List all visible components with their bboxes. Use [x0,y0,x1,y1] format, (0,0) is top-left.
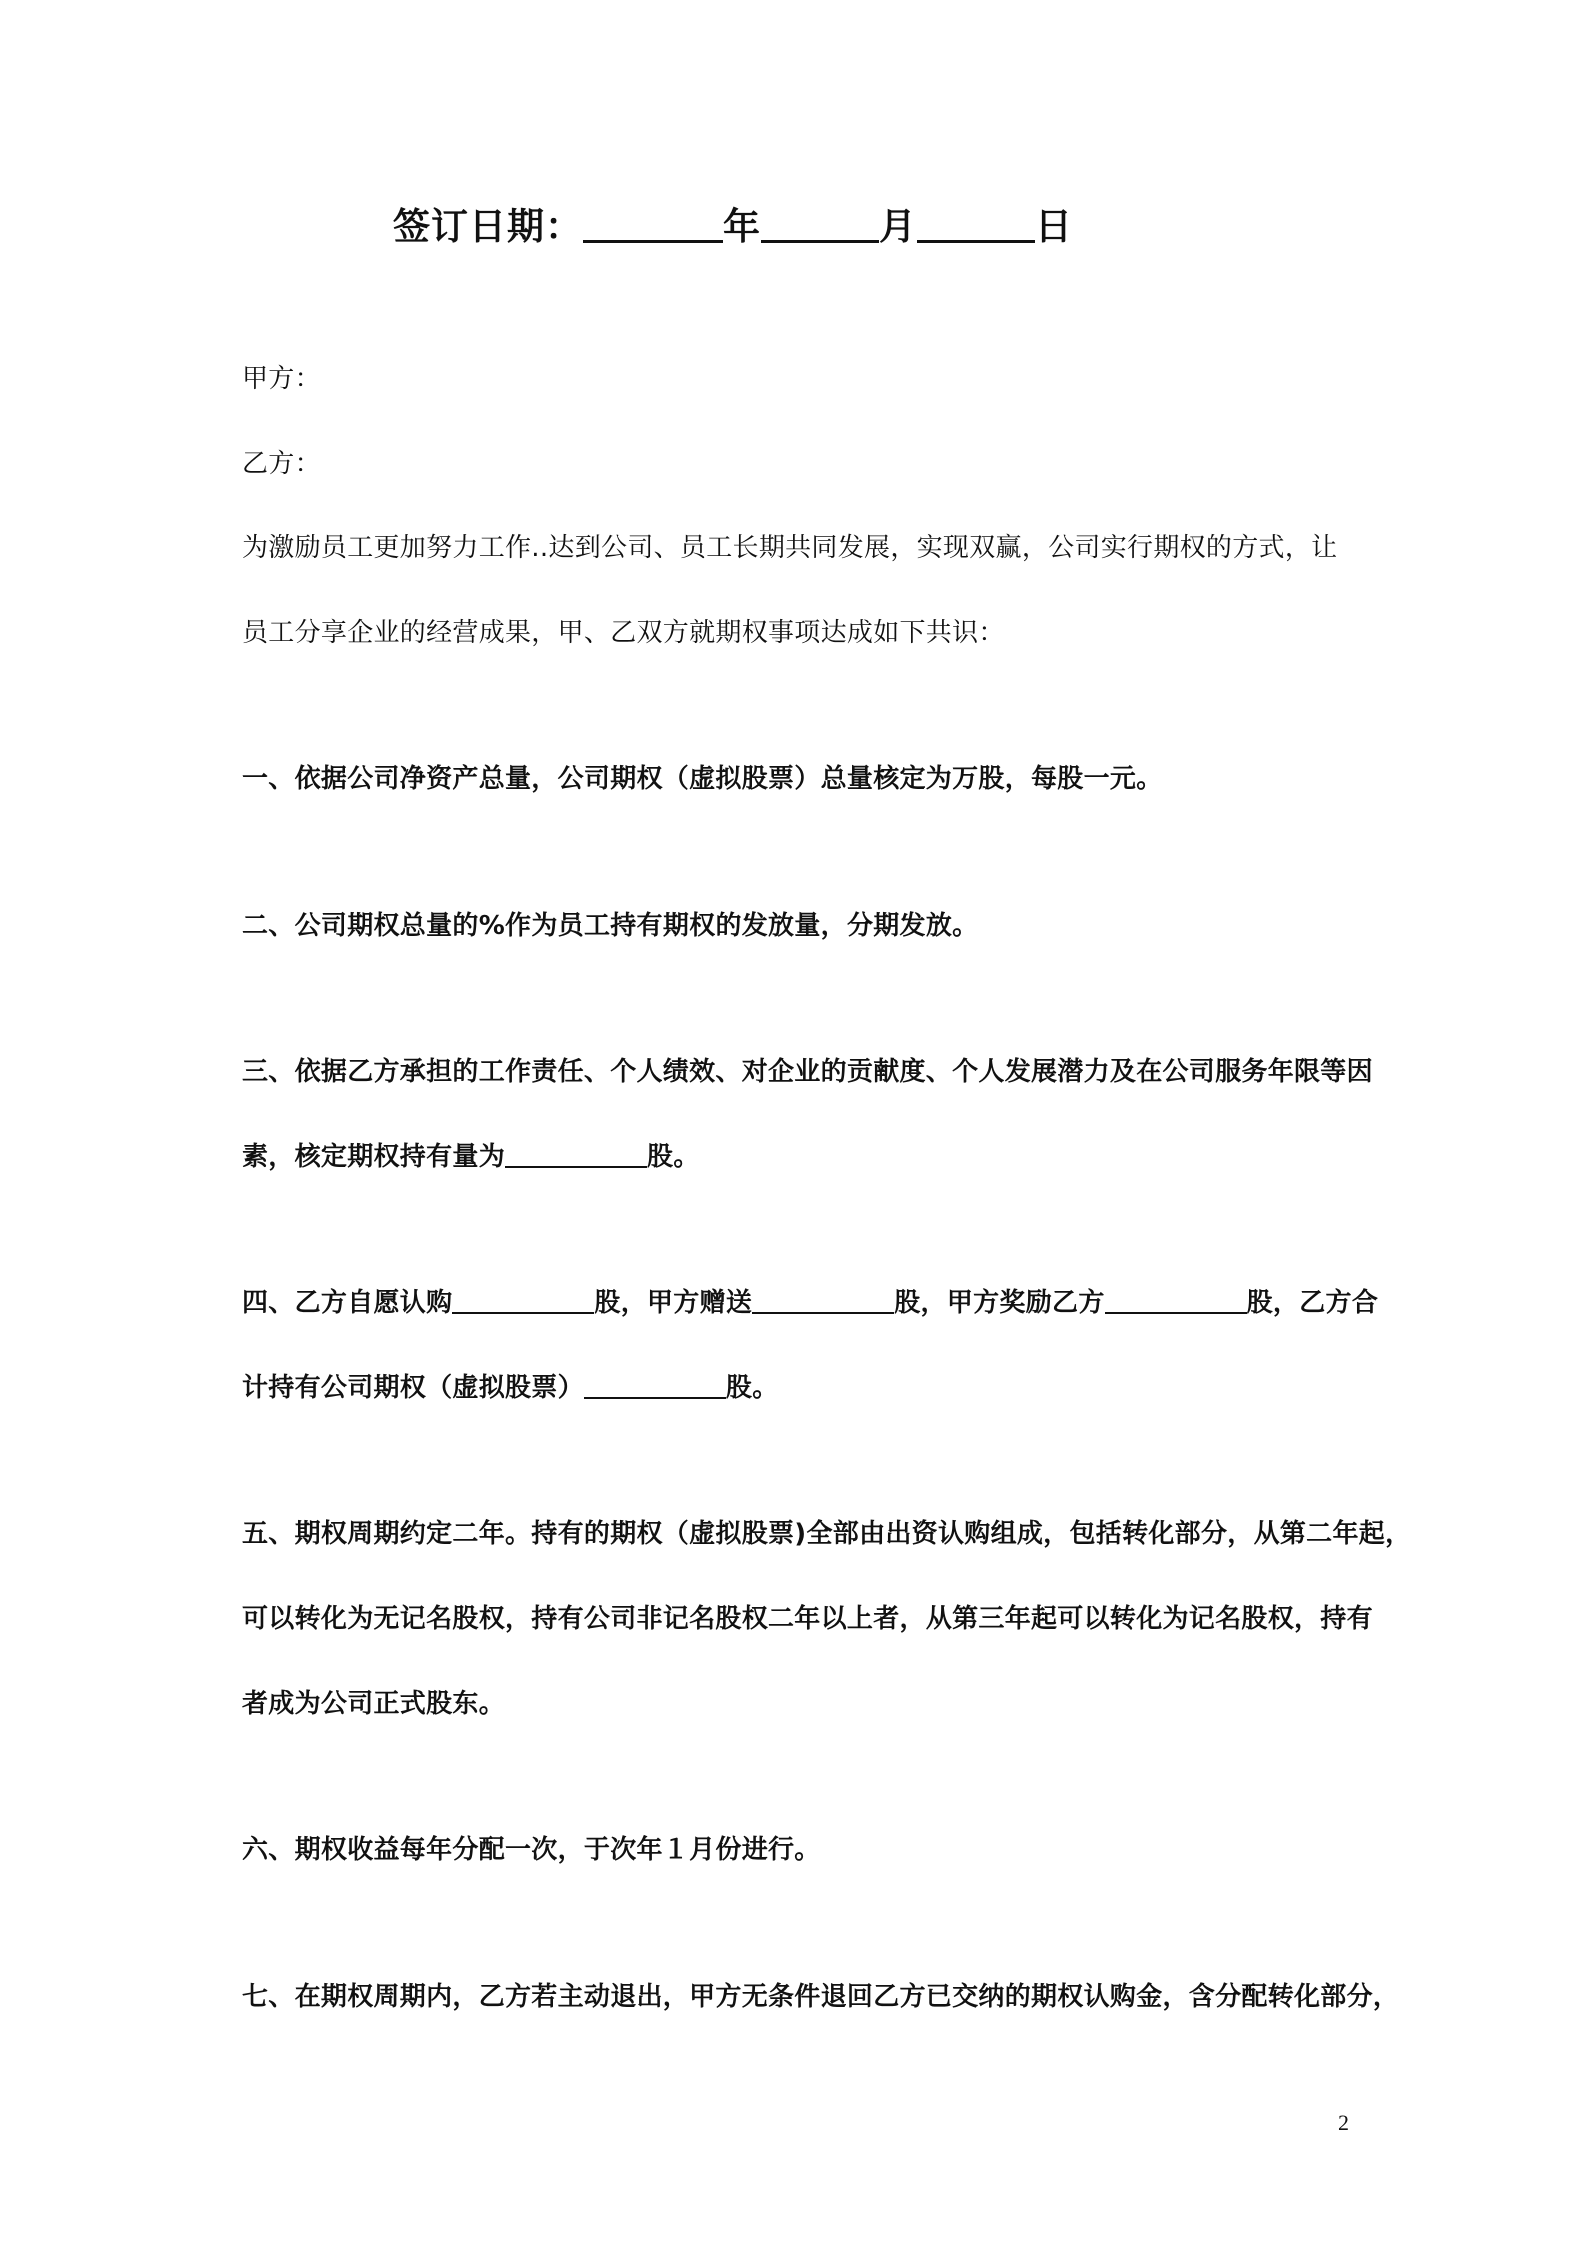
party-a-label: 甲方： [242,364,321,394]
reward-shares-blank[interactable] [1105,1288,1247,1314]
clause-4-text-a: 四、乙方自愿认购 [242,1288,453,1318]
clause-4-text-b: 股，甲方赠送 [594,1288,753,1318]
party-b-label: 乙方： [242,449,321,479]
clause-7-line-1: 七、在期权周期内，乙方若主动退出，甲方无条件退回乙方已交纳的期权认购金，含分配转化部分， [242,1982,1400,2012]
self-purchase-blank[interactable] [452,1288,594,1314]
intro-line-2: 员工分享企业的经营成果，甲、乙双方就期权事项达成如下共识： [242,618,1005,648]
clause-6: 六、期权收益每年分配一次，于次年１月份进行。 [242,1835,821,1865]
page-number: 2 [1338,2110,1349,2135]
holding-amount-blank[interactable] [505,1142,647,1168]
signing-date-label: 签订日期： [393,205,583,248]
clause-5-line-2: 可以转化为无记名股权，持有公司非记名股权二年以上者，从第三年起可以转化为记名股权，持有 [242,1604,1373,1634]
clause-3-text-b: 股。 [647,1142,700,1172]
year-label: 年 [723,205,761,248]
clause-3-line-2 [242,1136,700,1173]
day-label: 日 [1035,205,1073,248]
clause-4-text-c: 股，甲方奖励乙方 [894,1288,1105,1318]
clause-1: 一、依据公司净资产总量，公司期权（虚拟股票）总量核定为万股，每股一元。 [242,764,1163,794]
clause-2: 二、公司期权总量的%作为员工持有期权的发放量，分期发放。 [242,911,979,941]
intro-line-1: 为激励员工更加努力工作..达到公司、员工长期共同发展，实现双赢，公司实行期权的方式，让 [242,533,1338,563]
year-blank[interactable] [583,206,723,243]
clause-4-text-d: 股，乙方合 [1246,1288,1379,1318]
clause-5-line-1: 五、期权周期约定二年。持有的期权（虚拟股票)全部由出资认购组成，包括转化部分，从第二年起， [242,1519,1412,1549]
month-label: 月 [879,205,917,248]
clause-4-text-f: 股。 [725,1373,779,1403]
clause-3-text-a: 素，核定期权持有量为 [242,1142,506,1172]
total-shares-blank[interactable] [584,1373,726,1399]
clause-5-line-3: 者成为公司正式股东。 [242,1689,506,1719]
clause-3-line-1: 三、依据乙方承担的工作责任、个人绩效、对企业的贡献度、个人发展潜力及在公司服务年限等因 [242,1057,1373,1087]
clause-4-text-e: 计持有公司期权（虚拟股票） [242,1373,584,1403]
month-blank[interactable] [761,206,879,243]
day-blank[interactable] [917,206,1035,243]
clause-4-line-1 [242,1282,1378,1319]
signing-date-title [393,196,1073,250]
clause-4-line-2 [242,1367,779,1404]
gift-shares-blank[interactable] [752,1288,894,1314]
